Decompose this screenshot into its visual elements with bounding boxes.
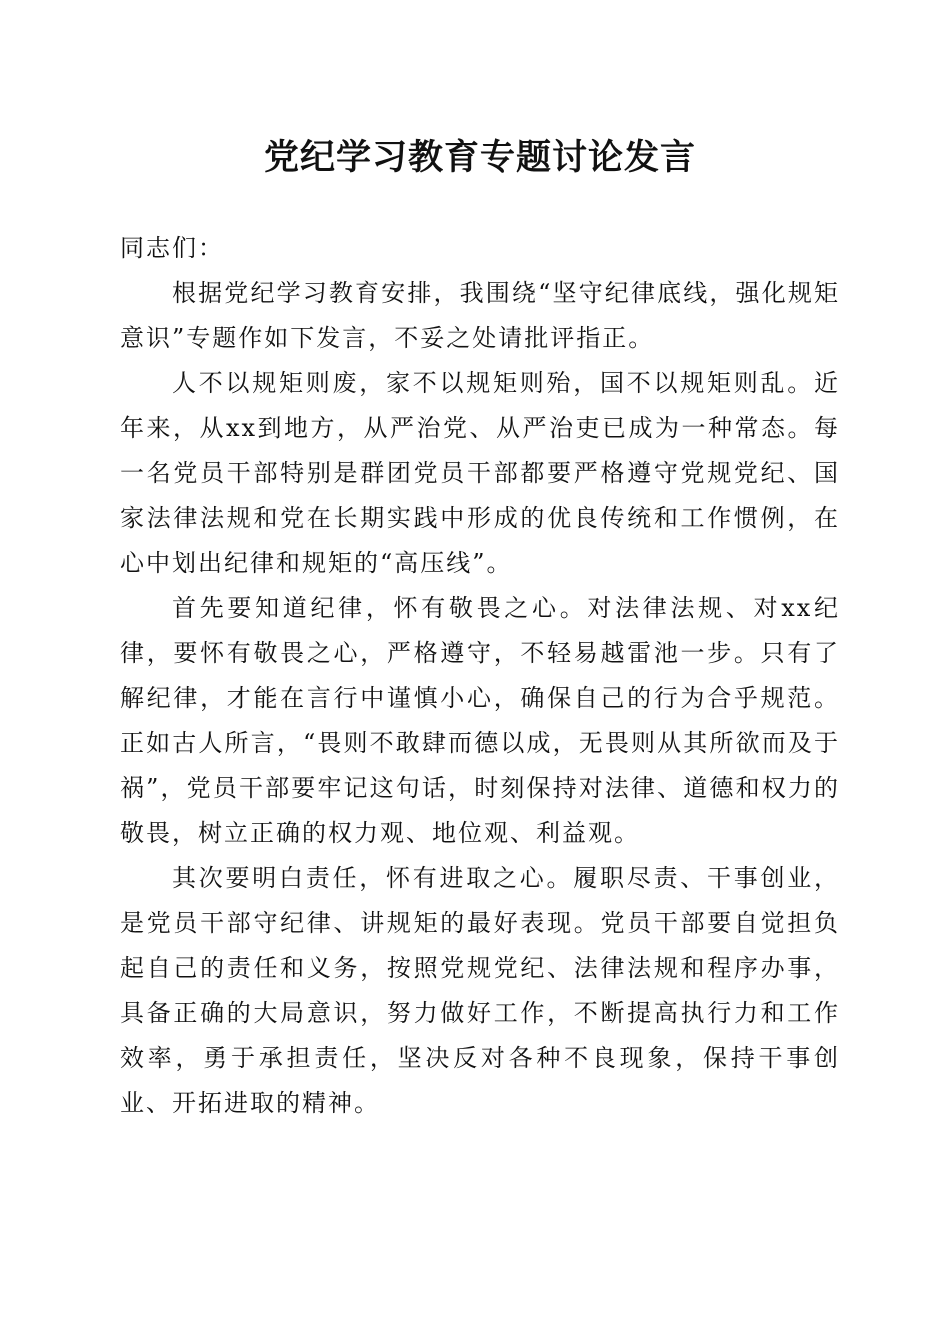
salutation: 同志们：: [120, 234, 224, 262]
paragraph-intro: 根据党纪学习教育安排，我围绕“坚守纪律底线，强化规矩意识”专题作如下发言，不妥之处请批评指正。: [120, 279, 840, 352]
document-title: 党纪学习教育专题讨论发言: [263, 137, 696, 178]
paragraph-discipline: 首先要知道纪律，怀有敬畏之心。对法律法规、对xx纪律，要怀有敬畏之心，严格遵守，不轻易越雷池一步。只有了解纪律，才能在言行中谨慎小心，确保自己的行为合乎规范。正如古人所言，“畏则不敢肆而德以成，无畏则从其所欲而及于祸”，党员干部要牢记这句话，时刻保持对法律、道德和权力的敬畏，树立正确的权力观、地位观、利益观。: [120, 594, 840, 847]
paragraph-responsibility: 其次要明白责任，怀有进取之心。履职尽责、干事创业，是党员干部守纪律、讲规矩的最好表现。党员干部要自觉担负起自己的责任和义务，按照党规党纪、法律法规和程序办事，具备正确的大局意识，努力做好工作，不断提高执行力和工作效率，勇于承担责任，坚决反对各种不良现象，保持干事创业、开拓进取的精神。: [120, 864, 840, 1117]
paragraph-rules: 人不以规矩则废，家不以规矩则殆，国不以规矩则乱。近年来，从xx到地方，从严治党、从严治吏已成为一种常态。每一名党员干部特别是群团党员干部都要严格遵守党规党纪、国家法律法规和党在长期实践中形成的优良传统和工作惯例，在心中划出纪律和规矩的“高压线”。: [120, 369, 840, 577]
